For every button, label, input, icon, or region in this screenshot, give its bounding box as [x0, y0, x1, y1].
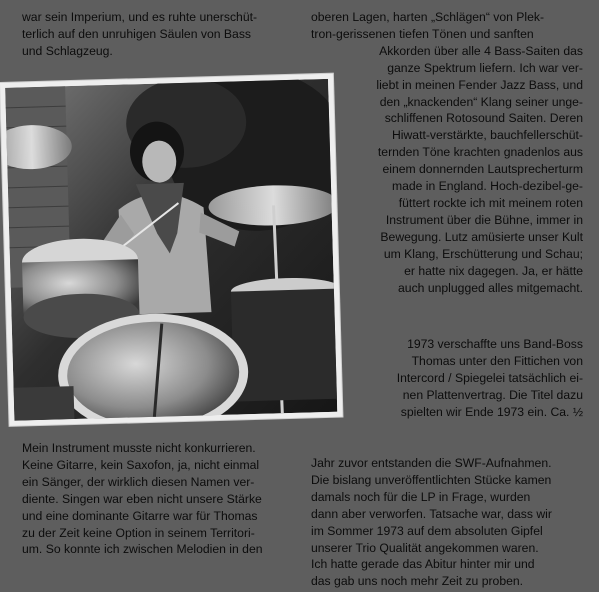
text-line: um. So konnte ich zwischen Melodien in den: [22, 542, 263, 557]
text-line: ternden Töne krachten gnadenlos aus: [377, 145, 583, 160]
text-line: ganze Spektrum liefern. Ich war ver-: [387, 60, 583, 75]
drummer-photo-illustration: [5, 79, 337, 421]
text-line: unserer Trio Qualität angekommen waren.: [311, 540, 539, 555]
text-line: Ich hatte gerade das Abitur hinter mir und: [311, 557, 535, 572]
text-line: Mein Instrument musste nicht konkurrieren.: [22, 441, 256, 455]
text-line: dann aber verworfen. Tatsache war, dass wir: [311, 506, 552, 521]
text-line: damals noch für die LP in Frage, wurden: [311, 489, 531, 504]
text-line: oberen Lagen, harten „Schlägen“ von Plek-: [311, 10, 545, 24]
text-line: einem donnernden Lautsprecherturm: [382, 162, 583, 177]
text-line: er hatte nix dagegen. Ja, er hätte: [404, 263, 583, 278]
text-line: spielten wir Ende 1973 ein. Ca. ½: [400, 404, 583, 419]
text-line: das gab uns noch mehr Zeit zu proben.: [311, 574, 524, 589]
text-column-left-top: [22, 9, 306, 60]
text-line: ein Sänger, der wirklich diesen Namen ver-: [22, 474, 255, 489]
text-line: Thomas unter den Fittichen von: [411, 353, 583, 368]
text-line: um Klang, Erschütterung und Schau;: [383, 246, 583, 261]
text-line: im Sommer 1973 auf dem absoluten Gipfel: [311, 523, 543, 538]
text-line: füttert rockte ich mit meinem roten: [398, 195, 583, 210]
text-line: made in England. Hoch-dezibel-ge-: [391, 179, 583, 194]
text-line: zu der Zeit keine Option in seinem Territori-: [22, 525, 255, 540]
text-column-left-bottom: [22, 440, 298, 558]
text-line: auch unplugged alles mitgemacht.: [398, 280, 583, 295]
text-line: Hiwatt-verstärkte, bauchfellerschüt-: [391, 128, 583, 143]
text-line: Akkorden über alle 4 Bass-Saiten das: [379, 43, 583, 58]
text-line: liebt in meinen Fender Jazz Bass, und: [376, 77, 583, 92]
text-line: Keine Gitarre, kein Saxofon, ja, nicht einmal: [22, 457, 260, 472]
text-line: Bewegung. Lutz amüsierte unser Kult: [380, 229, 583, 244]
text-line: den „knackenden“ Klang seiner unge-: [379, 94, 583, 109]
drummer-photo: [0, 74, 342, 426]
text-column-right-paragraph-3: [311, 455, 583, 590]
text-line: nen Plattenvertrag. Die Titel dazu: [402, 387, 583, 402]
text-line: 1973 verschaffte uns Band-Boss: [407, 337, 583, 351]
text-column-right-paragraph-2: [351, 336, 583, 421]
text-line: und Schlagzeug.: [22, 43, 113, 58]
text-line: Instrument über die Bühne, immer in: [385, 212, 583, 227]
text-column-right-top: [311, 9, 583, 296]
text-line: war sein Imperium, und es ruhte unerschüt-: [22, 10, 258, 24]
text-line: und eine dominante Gitarre war für Thomas: [22, 508, 258, 523]
text-line: terlich auf den unruhigen Säulen von Bass: [22, 26, 252, 41]
text-line: tron-gerissenen tiefen Tönen und sanften: [311, 26, 534, 41]
text-line: Jahr zuvor entstanden die SWF-Aufnahmen.: [311, 456, 552, 470]
text-line: Intercord / Spiegelei tatsächlich ei-: [396, 370, 583, 385]
text-line: schliffenen Rotosound Saiten. Deren: [384, 111, 583, 126]
text-line: Die bislang unveröffentlichten Stücke kamen: [311, 472, 552, 487]
text-line: diente. Singen war eben nicht unsere Stärke: [22, 491, 262, 506]
